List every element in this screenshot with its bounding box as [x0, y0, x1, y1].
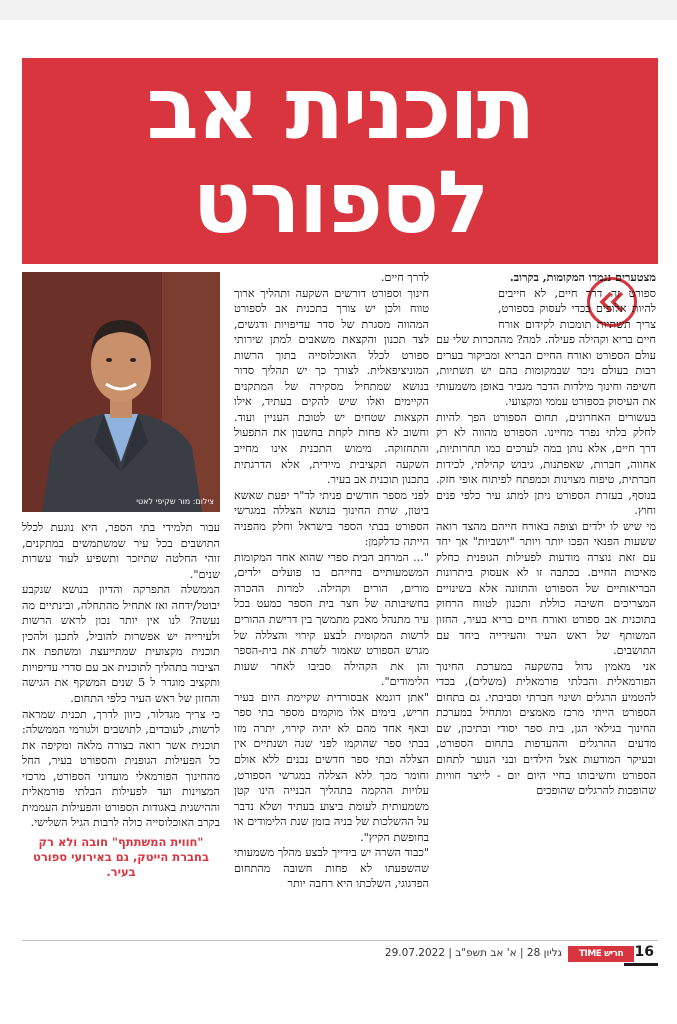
article-paragraph: עבור תלמידי בתי הספר, היא נוגעת לכלל התושבים בכל עיר שמשתמשים במתקנים, זוהי החלטה שתיזכר ותשפיע לעוד עשרות שנים". — [22, 521, 220, 581]
article-paragraph: מי שיש לו ילדים וצופה באורח חייהם מהצד רואה ששעות הפנאי הפכו יותר ויותר "יושביות" אך יחד עם זאת נוצרה מודעות לפעילות הגופנית כחלק מאיכות החיים. בכתבה זו לא אעסוק ביתרונות הבריאותיים של הספורט והתזונה אלא בשינויים המצריכים חשיבה כוללת ותכנון לטווח הרחוק בתוכנית אב ספורט ואורח חיים בריא בעיר, החזון המשותף של ראש העיר והעירייה ביחד עם התושבים. — [436, 519, 656, 658]
publication-logo: חריש TIME — [568, 946, 634, 962]
article-paragraph: "... המרחב הבית ספרי שהוא אחד המקומות המשמעותיים בחייהם בו פועלים ילדים, מורים, הורים וקהילה. למרות ההכרה בחשיבותה של חצר בית הספר כמעט בכל עיר מתנהל מאבק מתמשך בין דרישת ההורים לרשות המקומית לבצע קירוי והצללה של מגרש הספורט שאמור לשרת את בית-הספר והן את הקהילה סביבו לאחר שעות הלימודים". — [234, 550, 429, 689]
page-number: 16 — [634, 944, 654, 960]
headline-line-2: לספורט — [192, 153, 488, 253]
article-column-left — [22, 520, 220, 938]
pull-quote: "חווית המשתתף" חובה ולא רק בחברת הייטק, גם באירועי ספורט בעיר. — [33, 834, 209, 879]
article-paragraph: לדרך חיים. — [380, 271, 429, 284]
page-footer — [22, 940, 658, 967]
article-column-right — [436, 270, 656, 938]
issue-info: גליון 28 | א' אב תשפ"ב | 29.07.2022 — [384, 947, 562, 959]
page-number-rule — [624, 963, 658, 966]
article-paragraph: חינוך וספורט דורשים השקעה ותהליך ארוך טווח ולכן יש צורך בתכנית אב לספורט המהווה מסגרת של סדר עדיפויות ודגשים, לצד תכנון והקצאת משאבים למתן שירותי ספורט לכלל האוכלוסייה בתוך הרשות המוניציפאלית. לצורך כך יש תהליך סדור בנושא שמתחיל מסקירה של המתקנים הקיימים ואלו שיש להקים בעתיד, אילו הקצאות שטחים יש לטובת העניין ועוד. וחשוב לא פחות לקחת בחשבון את התפעול והתחזוקה. מימוש התכנית אינו מחייב השקעה תקציבית מיידית, אלא הדרגתית בתכנון תוכנית אב בעיר. — [234, 286, 429, 487]
lead-paragraph: מצטערים נגמרו המקומות, בקרוב. — [509, 270, 656, 284]
photo-caption: צילום: מור שקיפי לאטי — [136, 497, 214, 506]
headline-line-1: תוכנית אב — [146, 59, 534, 159]
icon-spacer — [436, 270, 498, 324]
article-paragraph: "כבוד השרה יש בידייך לבצע מהלך משמעותי שהשפעתו לא פחות חשובה מהתחום הפדגוגי, השלכתו היא רחבה יותר — [234, 846, 429, 891]
portrait-illustration — [22, 272, 220, 512]
article-paragraph: לפני מספר חודשים פניתי לד"ר יפעת שאשא ביטון, שרת החינוך בנושא הצללה במגרשי הספורט בבתי הספר בישראל וחלק מהפניה הייתה כדלקמן: — [234, 488, 429, 549]
article-paragraph: הממשלה התפרקה והדיון בנושא שנקבע יבוטל/ידחה ואז אתחיל מהתחלה, ובינתיים מה נעשה? לנו אין יותר נכון לראש הרשות ולעירייה יש אפשרות להוביל, לתכנן ולהכין תוכנית מקצועית שמתייעצת ומשתפת את הציבור בתהליך לתוכנית אב עם סדרי עדיפויות ותקציב מוגדר ל 5 שנים המשקף את הגישה והחזון של ראש העיר כלפי התחום. — [22, 583, 220, 706]
author-photo — [22, 272, 220, 512]
article-paragraph: ספורט זה דרך חיים, לא חייבים להיות אלופים בכדי לעסוק בספורט, צריך תשתיות תומכות לקידום אורח חיים בריא וקהילה פעילה. למה? מההכרות שלי עם עולם הספורט ואורח החיים הבריא ומביקור בערים רבות בעולם ניכר שבמקומות בהם יש תשתיות, חשיפה וחינוך מילדות הדבר מגביר באופן משמעותי את העיסוק בספורט עממי ומקצועי. — [436, 286, 656, 409]
article-column-middle — [234, 270, 429, 938]
article-paragraph: כי צריך מגדלור, כיוון לדרך, תכנית שמראה לרשות, לעובדים, לתושבים ולגורמי הממשלה: תוכנית אשר רואה בצורה מלאה ומקיפה את כל הפעילות הגופנית והספורט בעיר, החל מהחינוך הפורמאלי מועדוני הספורט, מרכזי המצוינות ועד לפעילות הבלתי פורמאלית וההישגית באגודות הספורט והפעילות העממית בקרב האוכלוסייה כולה לרבות הגיל השלישי. — [22, 707, 220, 830]
article-paragraph: אני מאמין גדול בהשקעה במערכת החינוך הפורמאלית והבלתי פורמאלית (משלים), בכדי להטמיע הרגלים ושינוי חברתי וסביבתי. גם בתחום הספורט הייתי מרכז מאמצים ומתחיל במערכת החינוך בגילאי הגן, בית ספר יסודי ובתיכון, שם מדעים ההרגלים וההעדפות בתחום הספורט, ובעיקר המודעות אצל הילדים ובני הנוער לתחום הספורט וחשיבותו בחיי היום יום - לייצר חוויות שהופכות להרגלים שהופכים — [436, 659, 656, 798]
article-paragraph: בעשורים האחרונים, תחום הספורט הפך להיות לחלק בלתי נפרד מחיינו. הספורט מהווה לא רק דרך חיים, אלא נותן במה לערכים כמו תחרותיות, אחווה, חברות, שאפתנות, גיבוש קהילתי, לכידות חברתית, טיפוח מצוינות וכמפתח לפיתוח אופי חזק. בנוסף, בעזרת הספורט ניתן למתג עיר כלפי פנים וחוץ. — [436, 410, 656, 518]
article-paragraph: "אתן דוגמא אבסורדית שקיימת היום בעיר חריש, בימים אלו מוקמים מספר בתי ספר ובאף אחד מהם לא יהיה קירוי, יתרה מזו בבתי ספר שהוקמו לפני שנה ושנתיים אין הצללה ובתי ספר חדשים נבנים ללא אולם וחומר מכך ללא הצללה במגרשי הספורט, עלויות ההקמה בתהליך הבנייה הינו קטן משמעותית לעומת ביצוע בעתיד ושלא נדבר על ההשלכות של בניה בזמן שנת הלימודים או בחופשת הקיץ". — [234, 690, 429, 844]
top-margin — [0, 0, 677, 20]
headline-banner — [22, 58, 658, 264]
